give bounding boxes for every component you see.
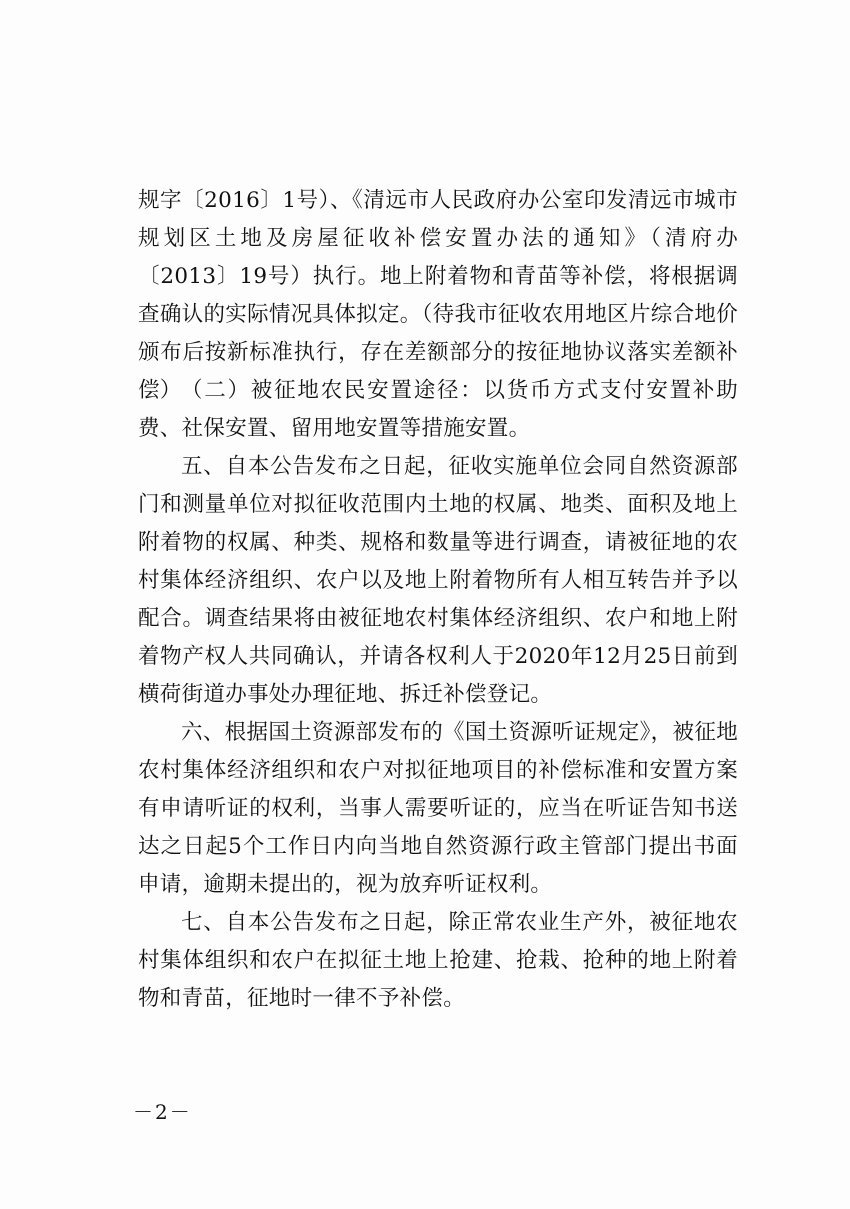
paragraph-resettlement-approach: （二）被征地农民安置途径：以货币方式支付安置补助费、社保安置、留用地安置等措施安置。 bbox=[138, 378, 738, 441]
paragraph-compensation-basis: 规字〔2016〕1号）、《清远市人民政府办公室印发清远市城市规划区土地及房屋征收补偿安置办法的通知》（清府办〔2013〕19号）执行。地上附着物和青苗等补偿，将根据调查确认的实际情况具体拟定。（待我市征收农用地区片综合地价颁布后按新标准执行，存在差额部分的按征地协议落实差额补偿） bbox=[138, 188, 738, 403]
document-body bbox=[138, 182, 738, 1018]
paragraph-section-five-survey: 五、自本公告发布之日起，征收实施单位会同自然资源部门和测量单位对拟征收范围内土地的权属、地类、面积及地上附着物的权属、种类、规格和数量等进行调查，请被征地的农村集体经济组织、农户以及地上附着物所有人相互转告并予以配合。调查结果将由被征地农村集体经济组织、农户和地上附着物产权人共同确认，并请各权利人于2020年12月25日前到横荷街道办事处办理征地、拆迁补偿登记。 bbox=[138, 454, 738, 707]
paragraph-section-seven-no-compensation: 七、自本公告发布之日起，除正常农业生产外，被征地农村集体组织和农户在拟征土地上抢建、抢栽、抢种的地上附着物和青苗，征地时一律不予补偿。 bbox=[138, 910, 738, 1011]
page-number: －2－ bbox=[133, 1100, 192, 1124]
paragraph-section-six-hearing: 六、根据国土资源部发布的《国土资源听证规定》，被征地农村集体经济组织和农户对拟征地项目的补偿标准和安置方案有申请听证的权利，当事人需要听证的，应当在听证告知书送达之日起5个工作日内向当地自然资源行政主管部门提出书面申请，逾期未提出的，视为放弃听证权利。 bbox=[138, 720, 738, 897]
